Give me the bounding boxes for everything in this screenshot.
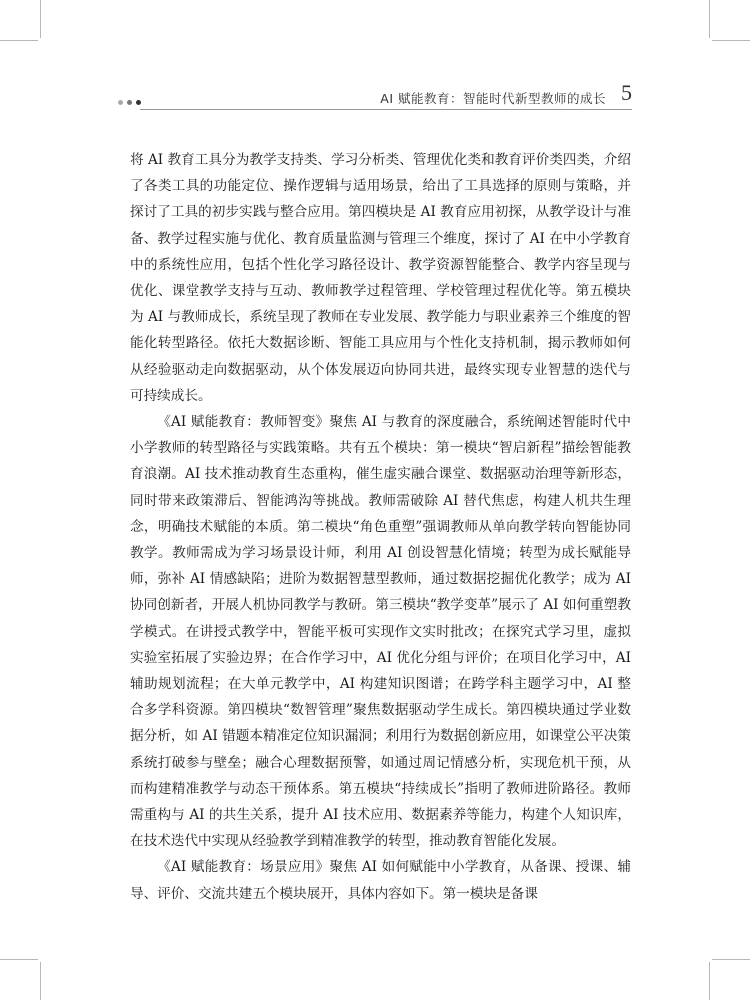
paragraph-continued: 将 AI 教育工具分为教学支持类、学习分析类、管理优化类和教育评价类四类，介绍了各类工具的功能定位、操作逻辑与适用场景，给出了工具选择的原则与策略，并探讨了工具的初步实践与整合应用。第四模块是 AI 教育应用初探，从教学设计与准备、教学过程实施与优化、教育质量监测与管理三个维度，探讨了 AI 在中小学教育中的系统性应用，包括个性化学习路径设计、教学资源智能整合、教学内容呈现与优化、课堂教学支持与互动、教师教学过程管理、学校管理过程优化等。第五模块为 AI 与教师成长，系统呈现了教师在专业发展、教学能力与职业素养三个维度的智能化转型路径。依托大数据诊断、智能工具应用与个性化支持机制，揭示教师如何从经验驱动走向数据驱动，从个体发展迈向协同共进，最终实现专业智慧的迭代与可持续成长。 (130, 152, 631, 404)
header-dot-2 (127, 100, 132, 105)
header-rule (140, 109, 632, 110)
header-dots (118, 100, 141, 105)
running-header (118, 80, 632, 112)
crop-mark-top-left-horizontal (0, 40, 38, 41)
crop-mark-top-right-horizontal (712, 40, 750, 41)
paragraph-teacher-transformation: 《AI 赋能教育：教师智变》聚焦 AI 与教育的深度融合，系统阐述智能时代中小学教师的转型路径与实践策略。共有五个模块：第一模块“智启新程”描绘智能教育浪潮。AI 技术推动教育生态重构，催生虚实融合课堂、数据驱动治理等新形态，同时带来政策滞后、智能鸿沟等挑战。教师需破除 AI 替代焦虑，构建人机共生理念，明确技术赋能的本质。第二模块“角色重塑”强调教师从单向教学转向智能协同教学。教师需成为学习场景设计师，利用 AI 创设智慧化情境；转型为成长赋能导师，弥补 AI 情感缺陷；进阶为数据智慧型教师，通过数据挖掘优化教学；成为 AI 协同创新者，开展人机协同教学与教研。第三模块“教学变革”展示了 AI 如何重塑教学模式。在讲授式教学中，智能平板可实现作文实时批改；在探究式学习里，虚拟实验室拓展了实验边界；在合作学习中，AI 优化分组与评价；在项目化学习中，AI 辅助规划流程；在大单元教学中，AI 构建知识图谱；在跨学科主题学习中，AI 整合多学科资源。第四模块“数智管理”聚焦数据驱动学生成长。第四模块通过学业数据分析，如 AI 错题本精准定位知识漏洞；利用行为数据创新应用，如课堂公平决策系统打破参与壁垒；融合心理数据预警，如通过周记情感分析，实现危机干预，从而构建精准教学与动态干预体系。第五模块“持续成长”指明了教师进阶路径。教师需重构与 AI 的共生关系，提升 AI 技术应用、数据素养等能力，构建个人知识库，在技术迭代中实现从经验教学到精准教学的转型，推动教育智能化发展。 (130, 414, 631, 850)
header-dot-3 (136, 100, 141, 105)
header-dot-1 (118, 100, 123, 105)
crop-mark-top-left-vertical (40, 0, 41, 38)
crop-mark-bottom-left-vertical (40, 962, 41, 1000)
crop-mark-bottom-right-horizontal (712, 959, 750, 960)
crop-mark-bottom-right-vertical (709, 962, 710, 1000)
crop-mark-bottom-left-horizontal (0, 959, 38, 960)
body-text (130, 147, 631, 907)
crop-mark-top-right-vertical (709, 0, 710, 38)
paragraph-scenario-application: 《AI 赋能教育：场景应用》聚焦 AI 如何赋能中小学教育，从备课、授课、辅导、评价、交流共建五个模块展开，具体内容如下。第一模块是备课 (130, 859, 631, 902)
page-number: 5 (621, 80, 632, 105)
header-title: AI 赋能教育：智能时代新型教师的成长 (380, 91, 606, 106)
